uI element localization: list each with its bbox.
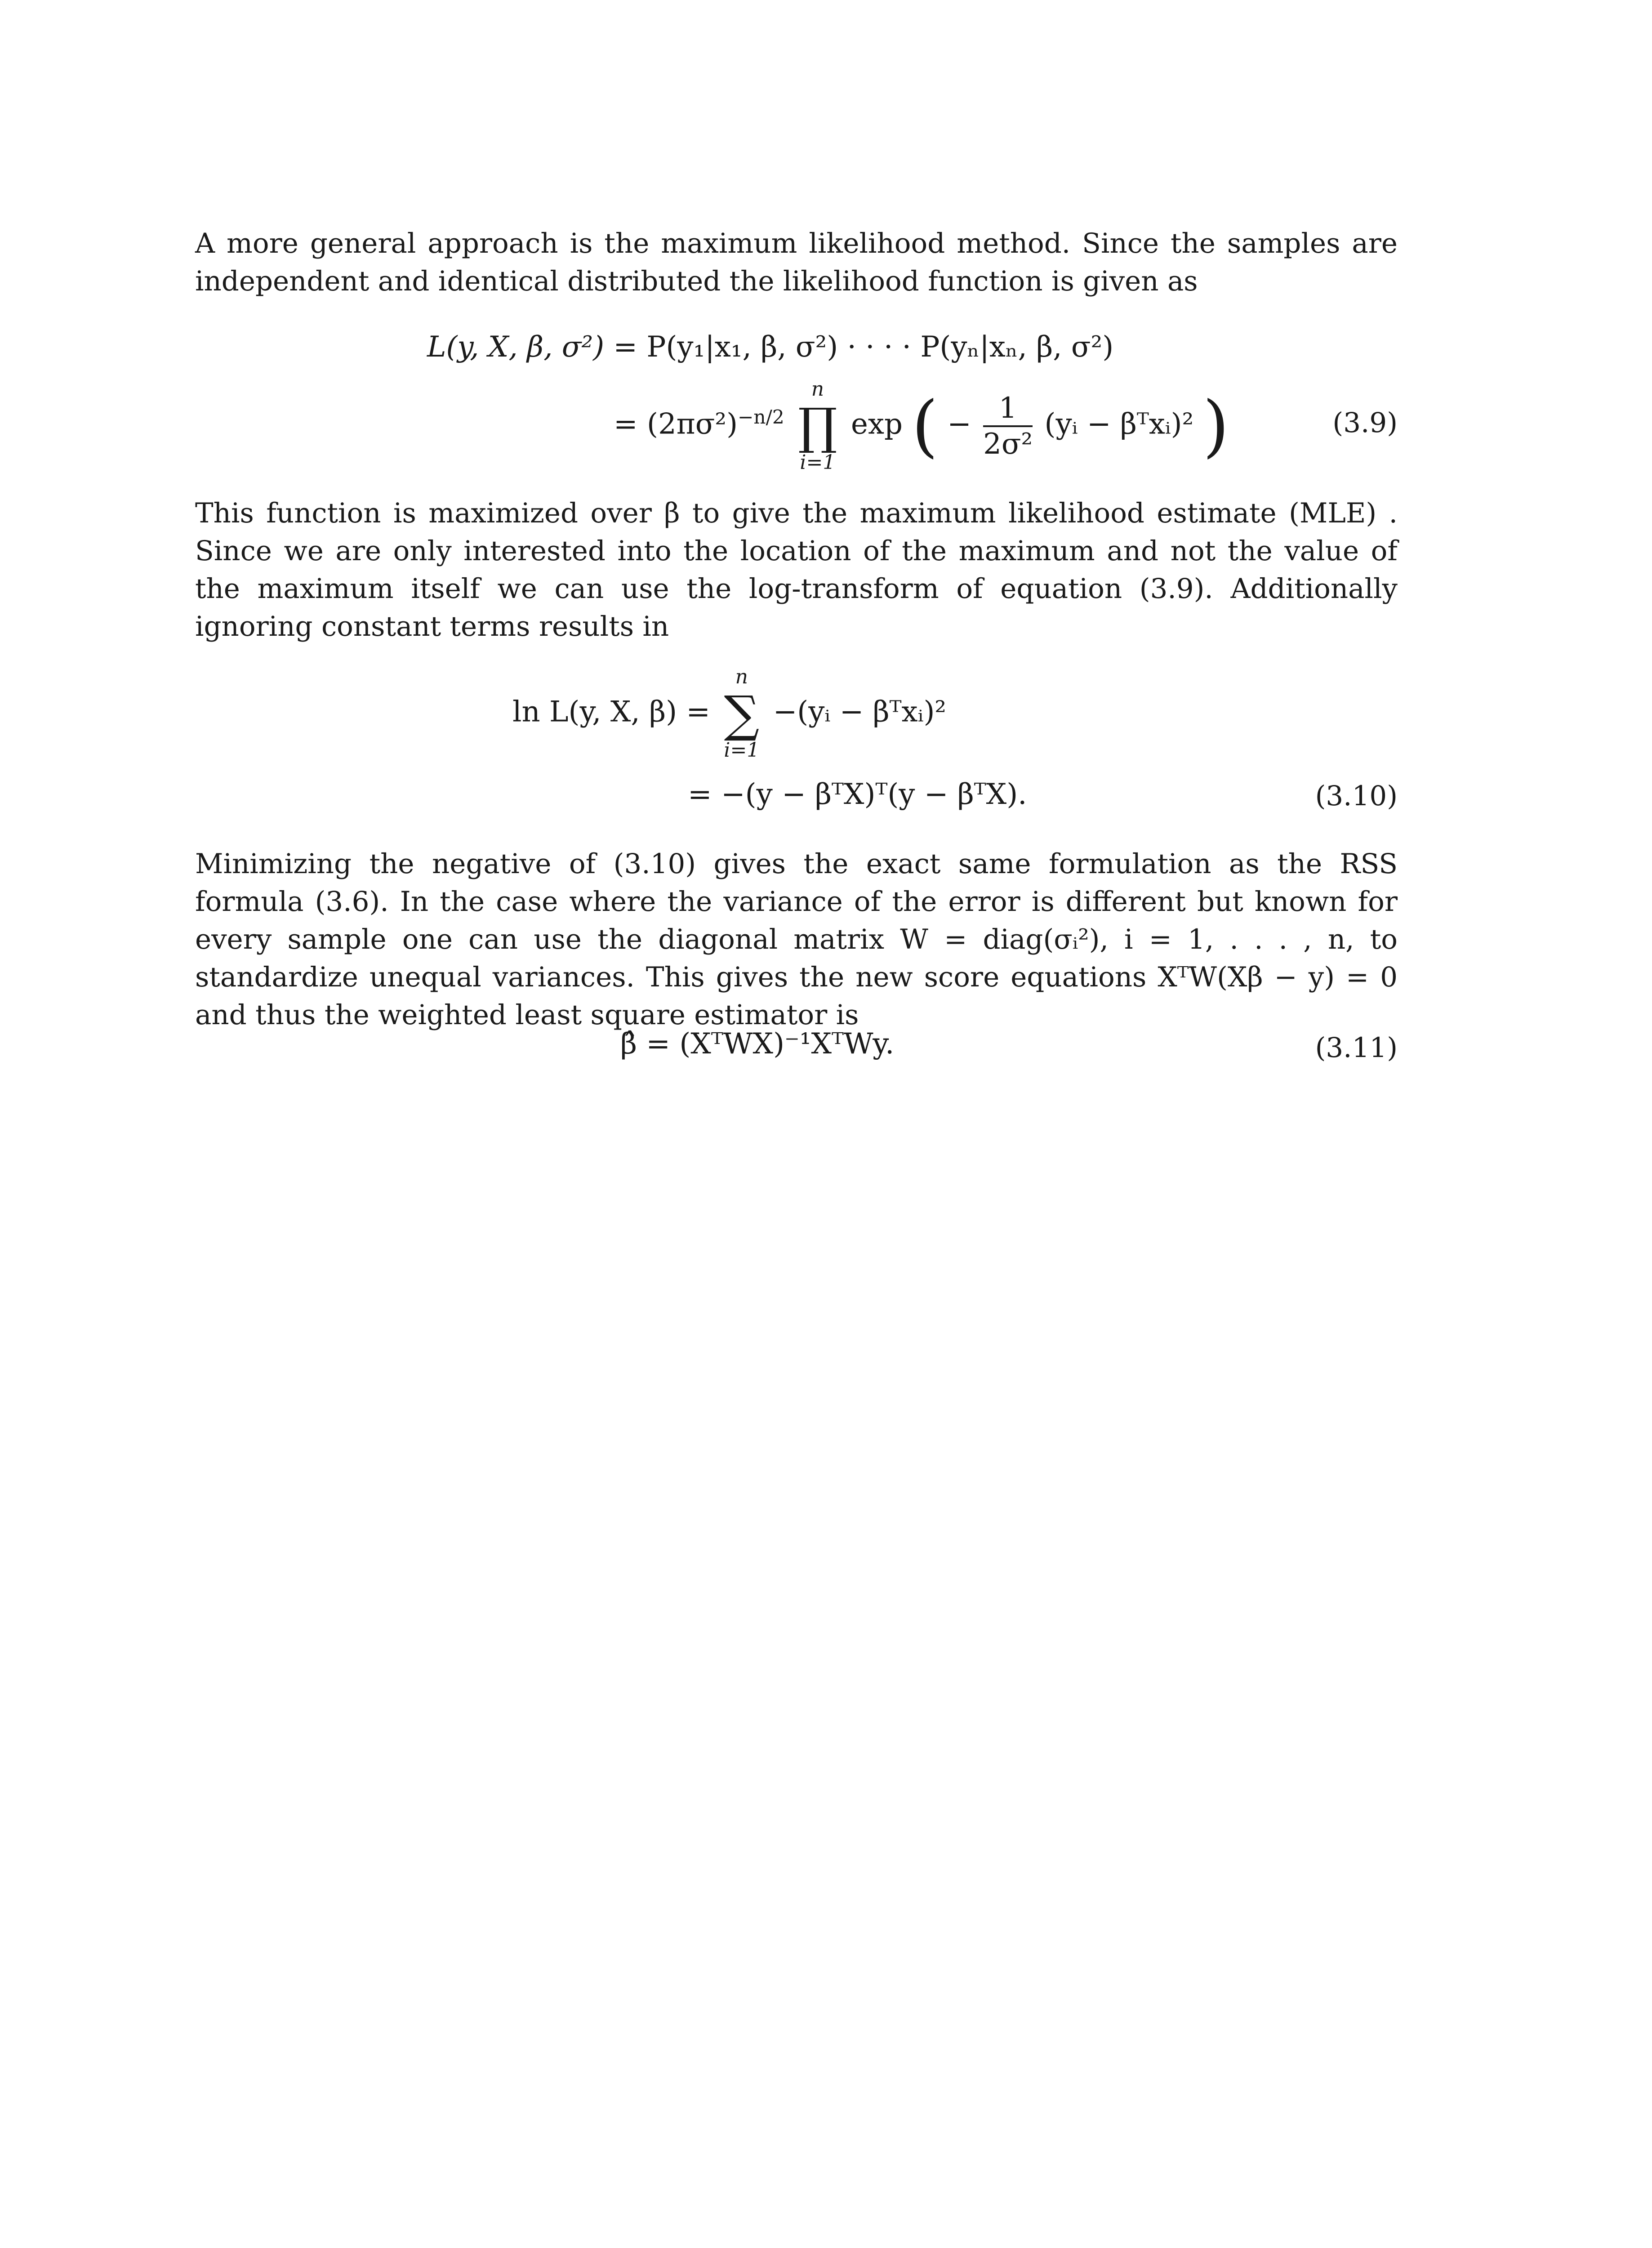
eq-3-10-rhs-1: −(yᵢ − βᵀxᵢ)²: [773, 695, 947, 729]
eq-3-9-lhs: L(y, X, β, σ²): [427, 330, 605, 364]
equation-number-3-11: (3.11): [1315, 1032, 1398, 1064]
paragraph-intro-text: A more general approach is the maximum likelihood method. Since the samples are independent and identical distributed the likelihood function is given as: [195, 227, 1398, 297]
product-upper-limit: n: [811, 378, 824, 401]
eq-3-10-lhs: ln L(y, X, β) =: [512, 695, 711, 729]
equation-3-10-line-2: = −(y − βᵀX)ᵀ(y − βᵀX).: [688, 778, 1027, 811]
exp-function: exp: [850, 407, 903, 441]
product-operator: [798, 378, 837, 475]
fraction-numerator: 1: [983, 394, 1033, 427]
right-paren: ): [1202, 387, 1229, 465]
equation-number-3-10: (3.10): [1315, 780, 1398, 812]
fraction: [983, 391, 1033, 461]
eq-3-9-tail: (yᵢ − βᵀxᵢ)²: [1044, 407, 1194, 441]
equation-number-3-9: (3.9): [1332, 407, 1398, 439]
product-lower-limit: i=1: [800, 450, 836, 474]
equation-3-11: β̂ = (XᵀWX)⁻¹XᵀWy.: [620, 1027, 895, 1061]
sum-operator: [724, 665, 759, 763]
sum-lower-limit: i=1: [724, 738, 760, 762]
paragraph-mle-text: This function is maximized over β to give the maximum likelihood estimate (MLE) . Since we are only interested into the location of the maximum and not the value of the maximum itself we can use the log-transform of equation (3.9). Additionally ignoring constant terms results in: [195, 497, 1398, 642]
sum-symbol: ∑: [724, 685, 760, 743]
paragraph-intro: [195, 225, 1398, 300]
paragraph-mle: [195, 495, 1398, 646]
equation-3-9-line-2: [614, 378, 1229, 475]
eq-3-9-rhs-1: = P(y₁|x₁, β, σ²) · · · · P(yₙ|xₙ, β, σ²): [613, 330, 1114, 364]
product-symbol: ∏: [798, 397, 837, 455]
paragraph-weighted: [195, 845, 1398, 1034]
paragraph-weighted-text: Minimizing the negative of (3.10) gives the exact same formulation as the RSS formula (3.6). In the case where the variance of the error is different but known for every sample one can use the diagonal matrix W = diag(σᵢ²), i = 1, . . . , n, to standardize unequal variances. This gives the new score equations XᵀW(Xβ − y) = 0 and thus the weighted least square estimator is: [195, 848, 1398, 1031]
left-paren: (: [912, 387, 938, 465]
eq-3-9-prefactor-exponent: −n/2: [738, 406, 784, 428]
equation-3-10-line-1: [512, 665, 946, 763]
fraction-denominator: 2σ²: [983, 427, 1033, 461]
minus-sign: −: [947, 407, 971, 441]
eq-3-9-prefactor: = (2πσ²): [614, 407, 738, 441]
equation-3-9-line-1: [427, 330, 1114, 364]
sum-upper-limit: n: [735, 665, 748, 688]
